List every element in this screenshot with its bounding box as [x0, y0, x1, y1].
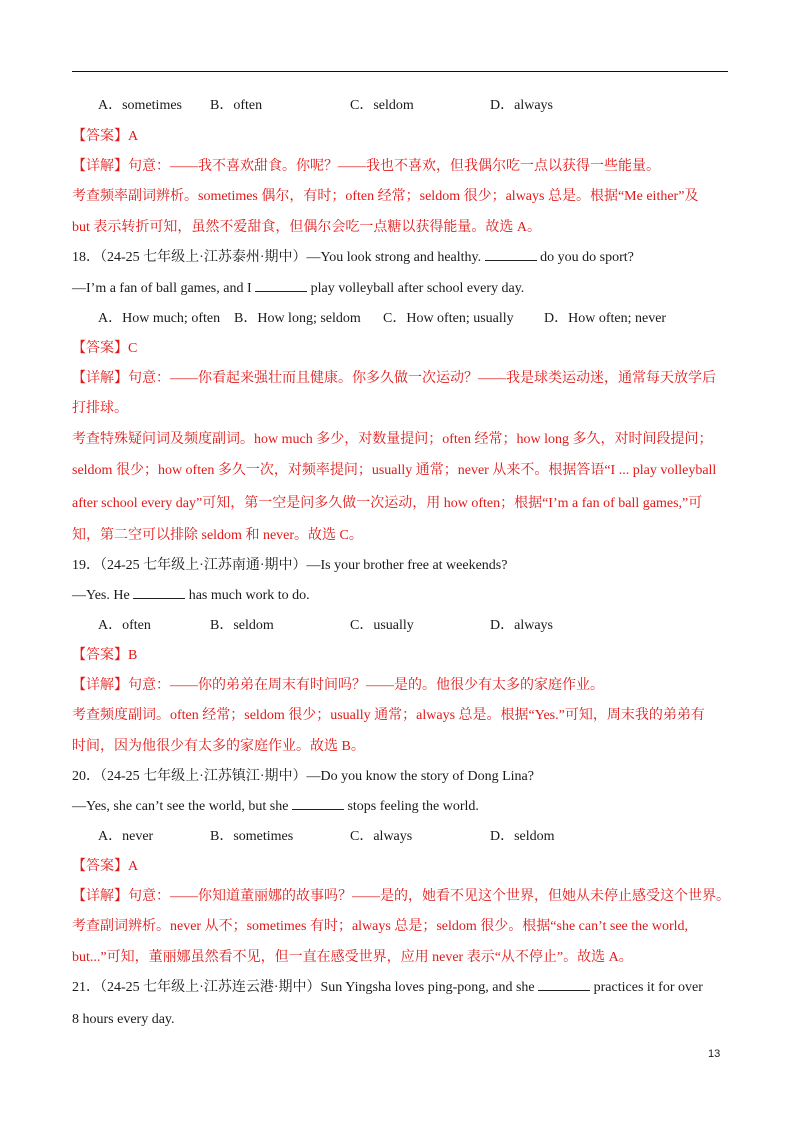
q19-line2	[72, 586, 310, 606]
q17-answer: 【答案】A	[72, 129, 139, 144]
q21-line2: 8 hours every day.	[72, 1012, 175, 1027]
q19-stem-text: —Is your brother free at weekends?	[306, 558, 508, 573]
q18-option-a: A．How much; often	[98, 311, 221, 326]
q20-answer: 【答案】A	[72, 859, 139, 874]
q21-stem	[72, 978, 703, 998]
q19-source: （24-25 七年级上·江苏南通·期中）	[100, 558, 307, 573]
q19-stem	[72, 556, 507, 576]
q18-blank-2	[255, 279, 307, 292]
q18-blank-1	[485, 248, 537, 261]
q20-number: 20．	[72, 769, 100, 784]
q18-option-c: C．How often; usually	[383, 311, 514, 326]
q19-line2-a: —Yes. He	[72, 588, 130, 603]
q20-explanation-2: but...”可知，董丽娜虽然看不见，但一直在感受世界，应用 never 表示“从不停止”。故选 A。	[72, 950, 633, 965]
q18-explanation-4: 知，第二空可以排除 seldom 和 never。故选 C。	[72, 528, 363, 543]
q19-option-a: A．often	[98, 618, 151, 633]
q20-source: （24-25 七年级上·江苏镇江·期中）	[100, 769, 307, 784]
q18-line2-b: play volleyball after school every day.	[310, 281, 525, 296]
q17-option-a: A．sometimes	[98, 98, 182, 113]
q20-option-a: A．never	[98, 829, 154, 844]
q20-line2-b: stops feeling the world.	[347, 799, 479, 814]
q18-answer: 【答案】C	[72, 341, 138, 356]
q19-answer: 【答案】B	[72, 648, 138, 663]
q19-number: 19．	[72, 558, 100, 573]
q19-option-d: D．always	[490, 618, 553, 633]
q18-option-b: B．How long; seldom	[234, 311, 361, 326]
q18-number: 18．	[72, 250, 100, 265]
q17-explanation-2: but 表示转折可知，虽然不爱甜食，但偶尔会吃一点糖以获得能量。故选 A。	[72, 220, 541, 235]
q17-option-d: D．always	[490, 98, 553, 113]
q17-option-b: B．often	[210, 98, 263, 113]
q17-explanation-1: 考查频率副词辨析。sometimes 偶尔，有时；often 经常；seldom 很少；always 总是。根据“Me either”及	[72, 189, 699, 204]
q20-line2-a: —Yes, she can’t see the world, but she	[72, 799, 289, 814]
q19-line2-b: has much work to do.	[188, 588, 310, 603]
q20-option-d: D．seldom	[490, 829, 555, 844]
q17-option-c: C．seldom	[350, 98, 414, 113]
q19-detail: 【详解】句意：——你的弟弟在周末有时间吗？——是的。他很少有太多的家庭作业。	[72, 678, 604, 693]
q21-source: （24-25 七年级上·江苏连云港·期中）	[100, 980, 321, 995]
q20-blank	[292, 797, 344, 810]
header-rule	[72, 71, 728, 72]
page-number: 13	[708, 1048, 721, 1060]
q21-number: 21．	[72, 980, 100, 995]
q18-source: （24-25 七年级上·江苏泰州·期中）	[100, 250, 307, 265]
q17-detail: 【详解】句意：——我不喜欢甜食。你呢？——我也不喜欢，但我偶尔吃一点以获得一些能量。	[72, 159, 660, 174]
q18-stem-a: —You look strong and healthy.	[306, 250, 482, 265]
q19-option-b: B．seldom	[210, 618, 274, 633]
q18-option-d: D．How often; never	[544, 311, 667, 326]
q20-line2	[72, 797, 479, 817]
q20-stem	[72, 767, 534, 787]
q20-explanation-1: 考查副词辨析。never 从不；sometimes 有时；always 总是；seldom 很少。根据“she can’t see the world,	[72, 919, 689, 934]
q18-line2-a: —I’m a fan of ball games, and I	[72, 281, 252, 296]
q18-explanation-1: 考查特殊疑问词及频度副词。how much 多少，对数量提问；often 经常；how long 多久，对时间段提问；	[72, 432, 713, 447]
q19-explanation-2: 时间，因为他很少有太多的家庭作业。故选 B。	[72, 739, 365, 754]
q20-detail: 【详解】句意：——你知道董丽娜的故事吗？——是的，她看不见这个世界，但她从未停止感受这个世界。	[72, 889, 730, 904]
q19-option-c: C．usually	[350, 618, 414, 633]
q21-stem-b: practices it for over	[593, 980, 703, 995]
q19-blank	[133, 586, 185, 599]
q18-detail-2: 打排球。	[72, 401, 128, 416]
q20-stem-text: —Do you know the story of Dong Lina?	[306, 769, 534, 784]
q21-blank	[538, 978, 590, 991]
q20-option-b: B．sometimes	[210, 829, 294, 844]
q18-explanation-2: seldom 很少；how often 多久一次，对频率提问；usually 通常；never 从来不。根据答语“I ... play volleyball	[72, 463, 717, 478]
q18-explanation-3: after school every day”可知，第一空是问多久做一次运动，用 how often；根据“I’m a fan of ball games,”可	[72, 496, 703, 511]
q18-detail-1: 【详解】句意：——你看起来强壮而且健康。你多久做一次运动？——我是球类运动迷，通常每天放学后	[72, 371, 716, 386]
q19-explanation-1: 考查频度副词。often 经常；seldom 很少；usually 通常；always 总是。根据“Yes.”可知，周末我的弟弟有	[72, 708, 705, 723]
q18-line2	[72, 279, 524, 299]
q20-option-c: C．always	[350, 829, 413, 844]
q18-stem	[72, 248, 634, 268]
q21-stem-a: Sun Yingsha loves ping-pong, and she	[320, 980, 535, 995]
q18-stem-b: do you do sport?	[540, 250, 634, 265]
